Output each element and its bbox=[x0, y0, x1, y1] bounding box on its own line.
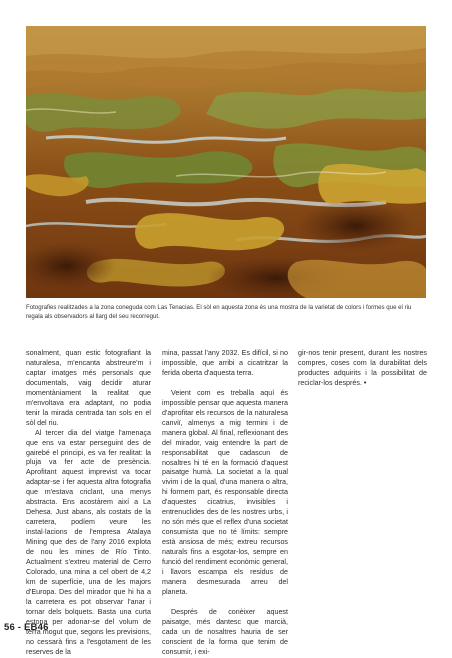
paragraph bbox=[298, 349, 427, 389]
page-number: 56 - EB46 bbox=[4, 622, 49, 633]
article-column-2 bbox=[162, 349, 288, 658]
photo-image bbox=[26, 26, 426, 298]
article-column-3 bbox=[298, 349, 427, 389]
paragraph: mina, passat l'any 2032. Es difícil, si no impossible, que arribi a cicatritzar la ferida oberta d'aquesta terra. bbox=[162, 349, 288, 377]
paragraph: Al tercer dia del viatge l'amenaça que ens va estar perseguint des de gairebé el principi, es va fer realitat: la pluja va fer acte de presència. Aprofitant aquest imprevist va tocar adaptar-se i fer aquesta altra fotografia que m'estava criclant, una menys abstracta. Ens acostàrem així a La Dehesa. Just abans, als costats de la carretera, podíem veure les instal·lacions de l'empresa Atalaya Mining que des de l'any 2016 explota de nou les mines de Río Tinto. Actualment s'extreu material de Cerro Colorado, una mina a cel obert de 4,2 km de superfície, una de les majors d'Europa. Des del mirador que hi ha a la carretera es pot observar l'anar i tornar dels bolquets. Basta una curta estona per adonar-se del volum de terra mogut que, segons les previsions, no cessarà fins a l'esgotament de les reserves de la bbox=[26, 428, 151, 656]
paragraph: sonalment, quan estic fotografiant la naturalesa, m'encanta abstreure'm i captar imatges més personals que documentals, vaig decidir aturar momentàniament la realitat que m'envoltava era adaptant, no podia tenir la mirada centrada tan sols en el sòl del riu. bbox=[26, 349, 151, 427]
paragraph: Veient com es treballa aquí és impossible pensar que aquesta manera d'aprofitar els recursos de la naturalesa canviï, almenys a mig termini i de manera global. Al final, reflexionant des del mirador, vaig entendre la part de responsabilitat que cadascun de nosaltres hi té en la formació d'aquest paisatge humà. La societat a la qual vivim i de la qual, d'una manera o altra, hi formem part, és responsable directa d'aquestes cicatrius, invisibles i entrenuclides des de les nostres urbs, i no són més que el reflex d'una societat consumista que no té límits: sempre està ansiosa de més; extreu recursos naturals fins a esgotar-los, sempre en funció del rendiment econòmic general, i llavors escampa els residus de manera desmesurada arreu del planeta. bbox=[162, 388, 288, 596]
paragraph-text: gir-nos tenir present, durant les nostres compres, coses com la durabilitat dels productes adquirits i la possibilitat de reciclar-los després. bbox=[298, 349, 427, 387]
paragraph: Després de conèixer aquest paisatge, més dantesc que marcià, cada un de nosaltres hauria de ser conscient de la forma que tenim de consumir, i exi- bbox=[162, 607, 288, 656]
aerial-landscape-photo bbox=[26, 26, 426, 298]
article-column-1 bbox=[26, 349, 151, 658]
end-mark: • bbox=[363, 378, 367, 387]
photo-caption: Fotografies realitzades a la zona coneguda com Las Tenacias. El sòl en aquesta zona és una mostra de la varietat de colors i formes que el riu regala als observadors al llarg del seu recorregut. bbox=[26, 304, 412, 320]
